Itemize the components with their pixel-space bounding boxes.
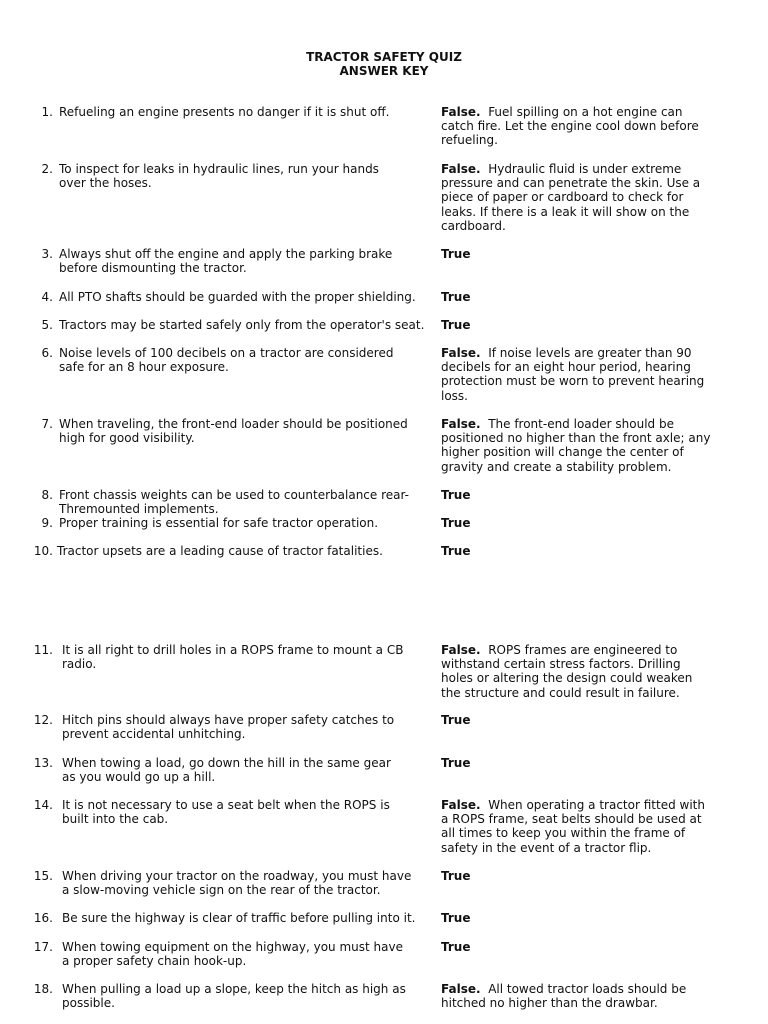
quiz-subtitle: ANSWER KEY <box>339 64 429 78</box>
question-item <box>33 713 423 741</box>
answer-verdict: True <box>441 290 471 304</box>
answer <box>441 318 711 332</box>
question-number: 1. <box>41 105 53 119</box>
question-text: It is all right to drill holes in a ROPS frame to mount a CB radio. <box>62 643 404 672</box>
answer <box>441 162 711 233</box>
answer-verdict: True <box>441 544 471 558</box>
question-text: Always shut off the engine and apply the parking brake before dismounting the tractor. <box>59 247 393 276</box>
answer-explanation: Fuel spilling on a hot engine can catch fire. Let the engine cool down before refueling. <box>441 105 699 148</box>
question-item <box>33 982 423 1010</box>
answer-explanation: Hydraulic fluid is under extreme pressure and can penetrate the skin. Use a piece of paper or cardboard to check for leaks. If there is a leak it will show on the cardboard. <box>441 162 701 233</box>
question-text: Refueling an engine presents no danger if it is shut off. <box>59 105 390 119</box>
question-number: 18. <box>33 982 53 996</box>
question-text: When towing a load, go down the hill in the same gear as you would go up a hill. <box>62 756 391 785</box>
question-item <box>33 643 423 671</box>
question-item <box>33 798 423 826</box>
question-item <box>33 290 433 304</box>
question-item <box>33 940 428 968</box>
question-number: 13. <box>33 756 53 770</box>
answer <box>441 346 711 403</box>
answer-verdict: True <box>441 318 471 332</box>
answer <box>441 516 711 530</box>
answer <box>441 756 711 770</box>
question-text: Proper training is essential for safe tractor operation. <box>59 516 379 530</box>
question-item <box>33 756 423 784</box>
question-number: 12. <box>33 713 53 727</box>
question-item <box>33 417 423 445</box>
question-text: All PTO shafts should be guarded with the proper shielding. <box>59 290 416 304</box>
question-number: 17. <box>33 940 53 954</box>
answer-verdict: True <box>441 940 471 954</box>
answer-explanation: All towed tractor loads should be hitched no higher than the drawbar. <box>441 982 687 1011</box>
question-text: When traveling, the front-end loader should be positioned high for good visibility. <box>59 417 408 446</box>
question-text: Tractors may be started safely only from the operator's seat. <box>59 318 425 332</box>
answer <box>441 869 711 883</box>
question-number: 2. <box>41 162 53 176</box>
answer-verdict: False. <box>441 346 481 360</box>
answer-explanation: When operating a tractor fitted with a ROPS frame, seat belts should be used at all times to keep you within the frame of safety in the event of a tractor flip. <box>441 798 705 855</box>
answer <box>441 290 711 304</box>
answer <box>441 488 711 502</box>
question-number: 8. <box>41 488 53 502</box>
answer <box>441 911 711 925</box>
question-text: When towing equipment on the highway, you must have a proper safety chain hook-up. <box>62 940 403 969</box>
answer-verdict: False. <box>441 643 481 657</box>
question-text: It is not necessary to use a seat belt when the ROPS is built into the cab. <box>62 798 390 827</box>
answer <box>441 247 711 261</box>
question-number: 15. <box>33 869 53 883</box>
answer-verdict: True <box>441 756 471 770</box>
answer-explanation: ROPS frames are engineered to withstand certain stress factors. Drilling holes or altering the design could weaken the structure and could result in failure. <box>441 643 693 700</box>
question-item <box>33 346 423 374</box>
question-text: Noise levels of 100 decibels on a tractor are considered safe for an 8 hour exposure. <box>59 346 394 375</box>
question-text: When pulling a load up a slope, keep the hitch as high as possible. <box>62 982 406 1011</box>
answer-verdict: True <box>441 911 471 925</box>
answer-verdict: True <box>441 516 471 530</box>
question-number: 5. <box>41 318 53 332</box>
question-text: To inspect for leaks in hydraulic lines, run your hands over the hoses. <box>59 162 379 191</box>
answer-explanation: The front-end loader should be positioned no higher than the front axle; any higher position will change the center of gravity and create a stability problem. <box>441 417 711 474</box>
question-item <box>33 247 423 275</box>
answer <box>441 982 711 1010</box>
quiz-title: TRACTOR SAFETY QUIZ <box>306 50 462 64</box>
question-text: Hitch pins should always have proper safety catches to prevent accidental unhitching. <box>62 713 395 742</box>
question-item <box>33 105 423 119</box>
question-item <box>33 318 438 332</box>
answer <box>441 940 711 954</box>
question-text: When driving your tractor on the roadway, you must have a slow-moving vehicle sign on the rear of the tractor. <box>62 869 412 898</box>
question-number: 3. <box>41 247 53 261</box>
answer-verdict: False. <box>441 417 481 431</box>
question-text: Be sure the highway is clear of traffic before pulling into it. <box>62 911 416 925</box>
answer <box>441 105 711 148</box>
answer-verdict: True <box>441 713 471 727</box>
question-number: 7. <box>41 417 53 431</box>
question-number: 11. <box>33 643 53 657</box>
question-item <box>33 162 423 190</box>
question-item <box>33 911 433 925</box>
question-item <box>33 516 433 530</box>
question-number: 16. <box>33 911 53 925</box>
answer <box>441 713 711 727</box>
answer-verdict: True <box>441 488 471 502</box>
question-item <box>33 869 428 897</box>
question-item <box>33 544 433 558</box>
question-number: 14. <box>33 798 53 812</box>
question-number: 6. <box>41 346 53 360</box>
question-number: 10. <box>33 544 53 558</box>
question-number: 9. <box>41 516 53 530</box>
question-item <box>33 488 433 516</box>
answer <box>441 417 711 474</box>
answer-verdict: False. <box>441 798 481 812</box>
answer <box>441 544 711 558</box>
answer-verdict: False. <box>441 105 481 119</box>
question-text: Front chassis weights can be used to counterbalance rear-Thremounted implements. <box>59 488 410 517</box>
answer-verdict: False. <box>441 982 481 996</box>
answer-verdict: True <box>441 869 471 883</box>
answer-explanation: If noise levels are greater than 90 decibels for an eight hour period, hearing protection must be worn to prevent hearing loss. <box>441 346 705 403</box>
answer <box>441 798 711 855</box>
answer-verdict: False. <box>441 162 481 176</box>
question-number: 4. <box>41 290 53 304</box>
question-text: Tractor upsets are a leading cause of tractor fatalities. <box>57 544 383 558</box>
answer-verdict: True <box>441 247 471 261</box>
answer <box>441 643 711 700</box>
